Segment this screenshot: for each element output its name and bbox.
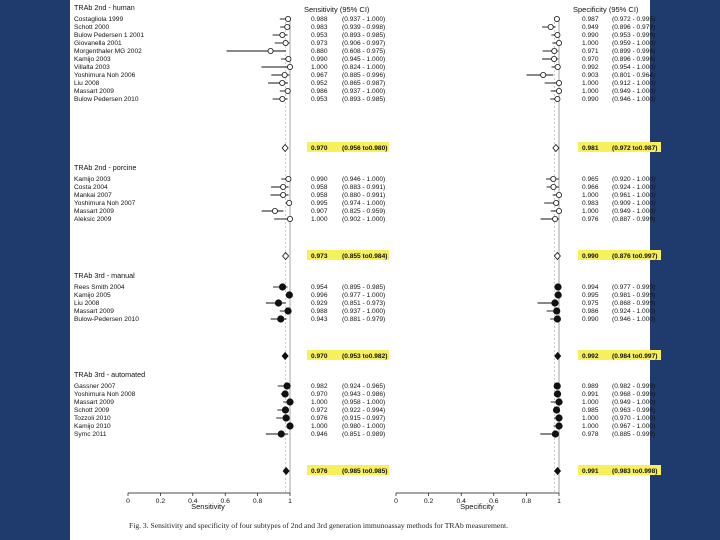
specificity-value: 1.000 [582, 88, 599, 96]
specificity-ci-label: (0.954 - 1.000) [612, 64, 656, 72]
specificity-ci-label: (0.920 - 1.000) [612, 176, 656, 184]
forest-plot-figure [70, 0, 658, 540]
sensitivity-point [282, 391, 288, 397]
specificity-point [556, 88, 561, 93]
sensitivity-ci-label: (0.883 - 0.991) [342, 184, 386, 192]
specificity-value: 0.994 [582, 284, 599, 292]
sensitivity-value: 0.907 [311, 208, 328, 216]
specificity-ci-label: (0.899 - 0.996) [612, 48, 656, 56]
x-axis-tick-label: 0 [394, 498, 398, 505]
specificity-value: 0.903 [582, 72, 599, 80]
specificity-value: 0.985 [582, 407, 599, 415]
sensitivity-summary-diamond [283, 468, 289, 475]
study-name: Yoshimura Noh 2006 [74, 72, 136, 80]
specificity-ci-label: (0.896 - 0.979) [612, 24, 656, 32]
sensitivity-ci-label: (0.945 - 1.000) [342, 56, 386, 64]
sensitivity-point [279, 284, 285, 290]
specificity-summary-ci: (0.983 to0.998) [612, 468, 658, 476]
sensitivity-value: 0.929 [311, 300, 328, 308]
specificity-ci-label: (0.885 - 0.999) [612, 431, 656, 439]
study-name: Villalta 2003 [74, 64, 110, 72]
specificity-value: 0.965 [582, 176, 599, 184]
specificity-point [556, 192, 561, 197]
specificity-summary-diamond [555, 353, 561, 360]
sensitivity-value: 0.973 [311, 40, 328, 48]
study-name: Giovanella 2001 [74, 40, 122, 48]
specificity-axis-title: Specificity [460, 502, 494, 511]
sensitivity-ci-label: (0.974 - 1.000) [342, 200, 386, 208]
sensitivity-value: 1.000 [311, 216, 328, 224]
study-name: Bulow Pedersen 2010 [74, 96, 139, 104]
study-name: Yoshimura Noh 2008 [74, 391, 136, 399]
study-name: Rees Smith 2004 [74, 284, 125, 292]
specificity-summary-ci: (0.876 to0.997) [612, 253, 658, 261]
sensitivity-summary-diamond [283, 253, 289, 260]
study-name: Kamijo 2003 [74, 176, 111, 184]
specificity-ci-label: (0.982 - 0.999) [612, 383, 656, 391]
study-name: Kamijo 2005 [74, 292, 111, 300]
x-axis-tick-label: 0.4 [456, 498, 466, 505]
specificity-point [548, 24, 553, 29]
specificity-point [554, 308, 560, 314]
specificity-ci-label: (0.801 - 0.964) [612, 72, 656, 80]
specificity-ci-label: (0.912 - 1.000) [612, 80, 656, 88]
sensitivity-point [282, 407, 288, 413]
specificity-value: 0.978 [582, 431, 599, 439]
sensitivity-ci-label: (0.937 - 1.000) [342, 308, 386, 316]
specificity-point [555, 292, 561, 298]
specificity-ci-label: (0.909 - 1.000) [612, 200, 656, 208]
specificity-ci-label: (0.924 - 1.000) [612, 184, 656, 192]
specificity-value: 0.989 [582, 383, 599, 391]
sensitivity-summary-ci: (0.855 to0.984) [342, 253, 388, 261]
study-name: Yoshimura Noh 2007 [74, 200, 136, 208]
specificity-value: 1.000 [582, 80, 599, 88]
specificity-value: 1.000 [582, 192, 599, 200]
sensitivity-point [272, 208, 277, 213]
sensitivity-point [285, 24, 290, 29]
specificity-point [552, 216, 557, 221]
group-title: TRAb 3rd - manual [74, 271, 135, 280]
specificity-summary-diamond [553, 145, 559, 152]
sensitivity-summary-diamond [282, 145, 288, 152]
sensitivity-value: 0.990 [311, 56, 328, 64]
specificity-value: 0.966 [582, 184, 599, 192]
sensitivity-value: 0.988 [311, 16, 328, 24]
sensitivity-ci-label: (0.924 - 0.965) [342, 383, 386, 391]
group-title: TRAb 2nd - porcine [74, 163, 137, 172]
sensitivity-point [283, 415, 289, 421]
study-name: Symc 2011 [74, 431, 107, 439]
sensitivity-point [287, 200, 292, 205]
x-axis-tick-label: 1 [557, 498, 561, 505]
specificity-ci-label: (0.963 - 0.996) [612, 407, 656, 415]
specificity-value: 1.000 [582, 40, 599, 48]
sensitivity-ci-label: (0.825 - 0.959) [342, 208, 386, 216]
specificity-value: 0.970 [582, 56, 599, 64]
sensitivity-value: 0.954 [311, 284, 328, 292]
sensitivity-value: 0.982 [311, 383, 328, 391]
specificity-point [556, 399, 562, 405]
sensitivity-summary-value: 0.970 [311, 353, 328, 361]
specificity-point [555, 96, 560, 101]
study-name: Liu 2008 [74, 300, 100, 308]
specificity-value: 0.971 [582, 48, 599, 56]
sensitivity-ci-label: (0.906 - 0.997) [342, 40, 386, 48]
sensitivity-point [278, 431, 284, 437]
study-name: Costa 2004 [74, 184, 108, 192]
specificity-ci-label: (0.959 - 1.000) [612, 40, 656, 48]
sensitivity-value: 0.995 [311, 200, 328, 208]
x-axis-tick-label: 1 [288, 498, 292, 505]
specificity-ci-label: (0.968 - 0.999) [612, 391, 656, 399]
figure-caption: Fig. 3. Sensitivity and specificity of four subtypes of 2nd and 3rd generation immunoassay methods for TRAb measurement. [129, 521, 509, 530]
specificity-point [554, 16, 559, 21]
x-axis-tick-label: 0.8 [252, 498, 263, 505]
x-axis-tick-label: 0.6 [489, 498, 499, 505]
sensitivity-value: 1.000 [311, 64, 328, 72]
specificity-point [554, 391, 560, 397]
specificity-ci-label: (0.977 - 0.999) [612, 284, 656, 292]
sensitivity-ci-label: (0.943 - 0.986) [342, 391, 386, 399]
sensitivity-ci-label: (0.880 - 0.991) [342, 192, 386, 200]
sensitivity-point [286, 292, 292, 298]
sensitivity-ci-label: (0.893 - 0.985) [342, 32, 386, 40]
specificity-point [556, 208, 561, 213]
sensitivity-point [286, 56, 291, 61]
sensitivity-value: 0.952 [311, 80, 328, 88]
specificity-summary-value: 0.991 [582, 468, 599, 476]
x-axis-tick-label: 0 [126, 498, 130, 505]
study-name: Kamijo 2010 [74, 423, 111, 431]
specificity-ci-label: (0.953 - 0.999) [612, 32, 656, 40]
study-name: Tozzoli 2010 [74, 415, 111, 423]
sensitivity-header: Sensitivity (95% CI) [304, 5, 370, 14]
specificity-value: 1.000 [582, 423, 599, 431]
specificity-point [552, 431, 558, 437]
sensitivity-point [286, 176, 291, 181]
specificity-value: 0.990 [582, 316, 599, 324]
sensitivity-summary-diamond [282, 353, 288, 360]
specificity-summary-value: 0.990 [582, 253, 599, 261]
sensitivity-value: 0.996 [311, 292, 328, 300]
sensitivity-value: 0.880 [311, 48, 328, 56]
specificity-summary-ci: (0.984 to0.997) [612, 353, 658, 361]
specificity-summary-value: 0.981 [582, 145, 599, 153]
specificity-value: 0.983 [582, 200, 599, 208]
specificity-value: 0.991 [582, 391, 599, 399]
study-name: Morgenthaler MG 2002 [74, 48, 142, 56]
sensitivity-ci-label: (0.915 - 0.997) [342, 415, 386, 423]
specificity-point [552, 48, 557, 53]
sensitivity-axis-title: Sensitivity [191, 502, 225, 511]
sensitivity-point [283, 40, 288, 45]
sensitivity-ci-label: (0.937 - 1.000) [342, 16, 386, 24]
sensitivity-value: 0.946 [311, 431, 328, 439]
specificity-point [553, 407, 559, 413]
sensitivity-point [287, 399, 293, 405]
study-name: Liu 2008 [74, 80, 100, 88]
specificity-value: 0.990 [582, 96, 599, 104]
sensitivity-value: 1.000 [311, 423, 328, 431]
study-name: Bulow-Pedersen 2010 [74, 316, 139, 324]
specificity-value: 1.000 [582, 399, 599, 407]
specificity-header: Specificity (95% CI) [573, 5, 639, 14]
study-name: Massart 2009 [74, 88, 114, 96]
specificity-ci-label: (0.887 - 0.999) [612, 216, 656, 224]
sensitivity-ci-label: (0.980 - 1.000) [342, 423, 386, 431]
sensitivity-ci-label: (0.851 - 0.989) [342, 431, 386, 439]
sensitivity-ci-label: (0.893 - 0.985) [342, 96, 386, 104]
sensitivity-ci-label: (0.865 - 0.987) [342, 80, 386, 88]
sensitivity-ci-label: (0.939 - 0.998) [342, 24, 386, 32]
x-axis-tick-label: 0.8 [521, 498, 532, 505]
specificity-summary-value: 0.992 [582, 353, 599, 361]
specificity-point [555, 32, 560, 37]
sensitivity-summary-ci: (0.985 to0.985) [342, 468, 388, 476]
sensitivity-ci-label: (0.608 - 0.975) [342, 48, 386, 56]
specificity-value: 0.949 [582, 24, 599, 32]
study-name: Aleksic 2009 [74, 216, 112, 224]
sensitivity-ci-label: (0.958 - 1.000) [342, 399, 386, 407]
sensitivity-point [282, 72, 287, 77]
sensitivity-value: 0.970 [311, 391, 328, 399]
specificity-point [554, 316, 560, 322]
specificity-value: 0.975 [582, 300, 599, 308]
sensitivity-ci-label: (0.922 - 0.994) [342, 407, 386, 415]
sensitivity-point [278, 316, 284, 322]
sensitivity-value: 0.990 [311, 176, 328, 184]
sensitivity-value: 0.958 [311, 192, 328, 200]
specificity-ci-label: (0.924 - 1.000) [612, 308, 656, 316]
specificity-point [556, 40, 561, 45]
sensitivity-point [287, 423, 293, 429]
specificity-value: 0.995 [582, 292, 599, 300]
study-name: Schott 2000 [74, 24, 110, 32]
group-title: TRAb 3rd - automated [74, 370, 146, 379]
specificity-ci-label: (0.949 - 1.000) [612, 208, 656, 216]
sensitivity-summary-ci: (0.956 to0.980) [342, 145, 388, 153]
specificity-point [554, 383, 560, 389]
specificity-point [556, 423, 562, 429]
specificity-ci-label: (0.972 - 0.995) [612, 16, 656, 24]
sensitivity-ci-label: (0.881 - 0.979) [342, 316, 386, 324]
sensitivity-point [268, 48, 273, 53]
sensitivity-ci-label: (0.937 - 1.000) [342, 88, 386, 96]
specificity-point [554, 200, 559, 205]
study-name: Bulow Pedersen 1 2001 [74, 32, 145, 40]
specificity-point [552, 300, 558, 306]
x-axis-tick-label: 0.6 [220, 498, 230, 505]
specificity-point [556, 80, 561, 85]
study-name: Kamijo 2003 [74, 56, 111, 64]
x-axis-tick-label: 0.2 [423, 498, 434, 505]
sensitivity-value: 0.967 [311, 72, 328, 80]
specificity-point [555, 284, 561, 290]
specificity-ci-label: (0.896 - 0.996) [612, 56, 656, 64]
specificity-ci-label: (0.970 - 1.000) [612, 415, 656, 423]
specificity-ci-label: (0.868 - 0.999) [612, 300, 656, 308]
x-axis-tick-label: 0.4 [188, 498, 198, 505]
sensitivity-point [285, 88, 290, 93]
specificity-point [551, 176, 556, 181]
sensitivity-ci-label: (0.885 - 0.996) [342, 72, 386, 80]
sensitivity-summary-ci: (0.953 to0.982) [342, 353, 388, 361]
sensitivity-point [287, 64, 292, 69]
specificity-value: 0.990 [582, 32, 599, 40]
sensitivity-point [287, 216, 292, 221]
specificity-ci-label: (0.949 - 1.000) [612, 399, 656, 407]
sensitivity-point [275, 300, 281, 306]
specificity-value: 0.987 [582, 16, 599, 24]
specificity-ci-label: (0.967 - 1.000) [612, 423, 656, 431]
sensitivity-point [281, 192, 286, 197]
sensitivity-summary-value: 0.976 [311, 468, 328, 476]
specificity-point [556, 415, 562, 421]
study-name: Gassner 2007 [74, 383, 116, 391]
sensitivity-point [280, 80, 285, 85]
sensitivity-value: 0.943 [311, 316, 328, 324]
specificity-value: 0.986 [582, 308, 599, 316]
study-name: Massart 2009 [74, 399, 114, 407]
specificity-value: 0.976 [582, 216, 599, 224]
specificity-ci-label: (0.946 - 1.000) [612, 316, 656, 324]
specificity-value: 0.992 [582, 64, 599, 72]
slide-page [70, 0, 658, 540]
sensitivity-summary-value: 0.970 [311, 145, 328, 153]
specificity-point [552, 56, 557, 61]
sensitivity-summary-value: 0.973 [311, 253, 328, 261]
specificity-summary-diamond [555, 468, 561, 475]
study-name: Massart 2009 [74, 308, 114, 316]
sensitivity-point [281, 184, 286, 189]
x-axis-tick-label: 0.2 [155, 498, 166, 505]
sensitivity-ci-label: (0.851 - 0.973) [342, 300, 386, 308]
study-name: Mankai 2007 [74, 192, 112, 200]
specificity-value: 1.000 [582, 208, 599, 216]
study-name: Schott 2009 [74, 407, 110, 415]
sensitivity-value: 0.953 [311, 32, 328, 40]
sensitivity-ci-label: (0.824 - 1.000) [342, 64, 386, 72]
sensitivity-point [285, 16, 290, 21]
sensitivity-value: 1.000 [311, 399, 328, 407]
specificity-ci-label: (0.949 - 1.000) [612, 88, 656, 96]
sensitivity-value: 0.976 [311, 415, 328, 423]
sensitivity-value: 0.972 [311, 407, 328, 415]
sensitivity-value: 0.988 [311, 308, 328, 316]
specificity-ci-label: (0.946 - 1.000) [612, 96, 656, 104]
sensitivity-value: 0.986 [311, 88, 328, 96]
specificity-point [551, 184, 556, 189]
sensitivity-value: 0.953 [311, 96, 328, 104]
specificity-summary-ci: (0.972 to0.987) [612, 145, 658, 153]
sensitivity-ci-label: (0.902 - 1.000) [342, 216, 386, 224]
specificity-summary-diamond [554, 253, 560, 260]
study-name: Massart 2009 [74, 208, 114, 216]
specificity-ci-label: (0.981 - 0.999) [612, 292, 656, 300]
sensitivity-point [284, 383, 290, 389]
sensitivity-value: 0.983 [311, 24, 328, 32]
specificity-ci-label: (0.961 - 1.000) [612, 192, 656, 200]
specificity-point [541, 72, 546, 77]
group-title: TRAb 2nd - human [74, 3, 135, 12]
specificity-point [555, 64, 560, 69]
sensitivity-point [280, 32, 285, 37]
sensitivity-ci-label: (0.977 - 1.000) [342, 292, 386, 300]
sensitivity-ci-label: (0.895 - 0.985) [342, 284, 386, 292]
sensitivity-point [285, 308, 291, 314]
sensitivity-value: 0.958 [311, 184, 328, 192]
sensitivity-ci-label: (0.946 - 1.000) [342, 176, 386, 184]
study-name: Costagliola 1999 [74, 16, 124, 24]
sensitivity-point [280, 96, 285, 101]
specificity-value: 1.000 [582, 415, 599, 423]
